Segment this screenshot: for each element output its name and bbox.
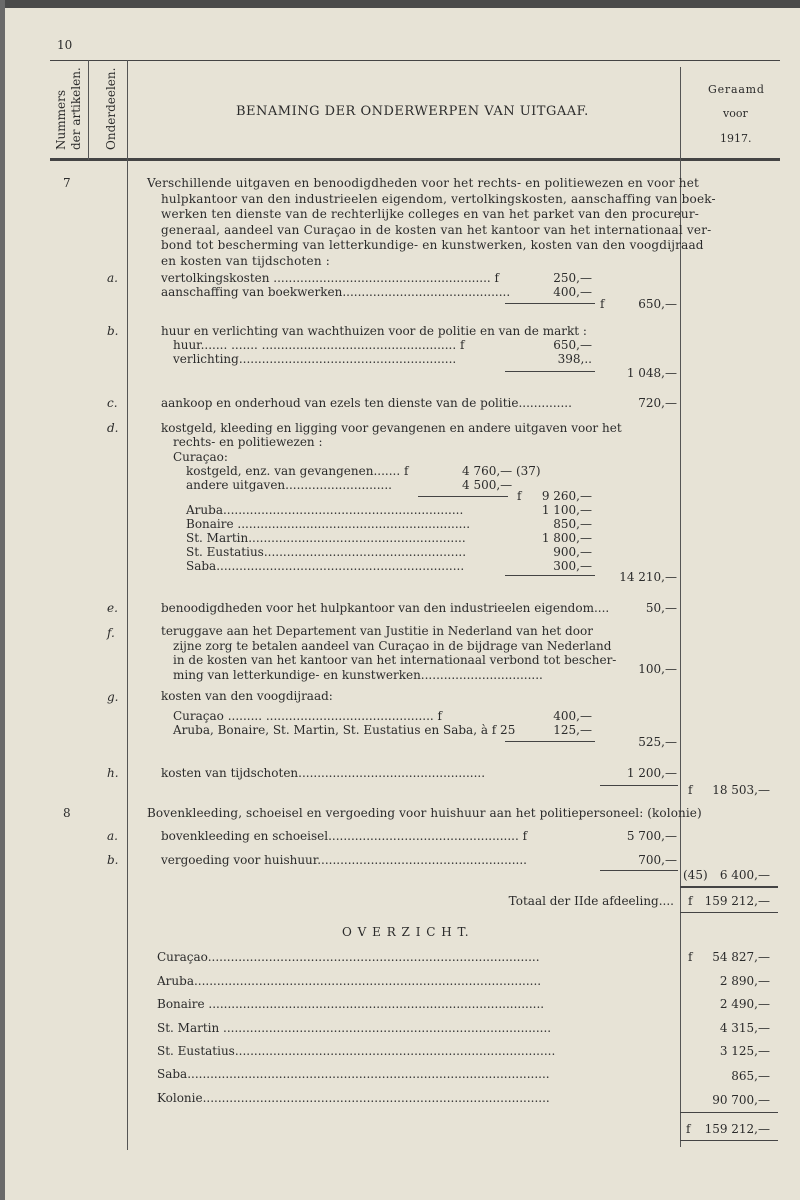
col-articles-label-1: Nummers <box>54 90 68 150</box>
sub-e-total: 50,— <box>645 601 677 615</box>
sub-d-stmartin-val: 1 800,— <box>541 531 592 545</box>
article-8-head: Bovenkleeding, schoeisel en vergoeding voor huishuur aan het politiepersoneel: (kolonie) <box>147 806 702 820</box>
sub-d-curacao-total: 9 260,— <box>541 489 592 503</box>
sub-b-total: 1 048,— <box>626 366 677 380</box>
scan-top-border <box>0 0 800 8</box>
sub-d-total: 14 210,— <box>619 570 677 584</box>
sub-b-letter: b. <box>107 324 119 338</box>
sub-c-total: 720,— <box>638 396 677 410</box>
overview-row-value: 4 315,— <box>719 1021 770 1035</box>
sub-c-text: aankoop en onderhoud van ezels ten dienste van de politie.............. <box>161 396 572 410</box>
sub-b-line2: verlichting......................................................... <box>173 352 457 366</box>
intro-line: bond tot bescherming van letterkundige- en kunstwerken, kosten van den voogdijraad <box>161 238 704 252</box>
sub-g-sum-rule <box>505 741 595 742</box>
section-total-label: Totaal der IIde afdeeling.... <box>508 894 674 908</box>
art8-sub-b-text: vergoeding voor huishuur....................................................... <box>161 853 527 867</box>
sub-e-text: benoodigdheden voor het hulpkantoor van den industrieelen eigendom.... <box>161 601 610 615</box>
sub-a-line2: aanschaffing van boekwerken............................................ <box>161 285 511 299</box>
scan-left-border <box>0 0 5 1200</box>
sub-d-saba: Saba................................................................. <box>186 559 465 573</box>
sub-d-aruba: Aruba............................................................... <box>186 503 464 517</box>
sub-a-letter: a. <box>107 271 118 285</box>
sub-g-line2: Aruba, Bonaire, St. Martin, St. Eustatius en Saba, à f 25 <box>173 723 516 737</box>
sub-d-curacao: Curaçao: <box>173 450 228 464</box>
art8-sub-b-letter: b. <box>107 853 119 867</box>
col-divider-1 <box>88 60 89 160</box>
article-number-8: 8 <box>63 806 71 820</box>
sub-a-val2: 400,— <box>553 285 592 299</box>
sub-a-sum-rule <box>505 303 595 304</box>
col-estimate-label-1: Geraamd <box>708 83 765 96</box>
art8-sub-a-letter: a. <box>107 829 118 843</box>
sub-d-saba-val: 300,— <box>553 559 592 573</box>
overview-row-label: Bonaire ........................................................................................ <box>157 997 545 1011</box>
sub-b-val2: 398,.. <box>557 352 592 366</box>
article-7-total: 18 503,— <box>712 783 770 797</box>
intro-line: hulpkantoor van den industrieelen eigendom, vertolkingskosten, aanschaffing van boek- <box>161 191 716 206</box>
sub-d-andere-val: 4 500,— <box>462 478 513 492</box>
overview-row-label: Curaçao....................................................................................... <box>157 950 540 964</box>
intro-line: Verschillende uitgaven en benoodigdheden voor het rechts- en politiewezen en voor het <box>147 176 700 190</box>
article-7-f: f <box>688 783 693 797</box>
col-articles-label-2: der artikelen. <box>69 67 83 150</box>
overview-row-label: Kolonie........................................................................................... <box>157 1091 550 1105</box>
section-sum-rule <box>680 886 778 888</box>
page-number: 10 <box>57 38 73 52</box>
overview-total-rule <box>680 1140 778 1141</box>
sub-b-line1: huur....... ....... ................................................... f <box>173 338 465 352</box>
sub-b-head: huur en verlichting van wachthuizen voor de politie en van de markt : <box>161 324 587 338</box>
sub-a-f: f <box>600 297 605 311</box>
overview-sum-rule <box>680 1112 778 1113</box>
art8-sub-a-total: 5 700,— <box>626 829 677 843</box>
sub-d-steust-val: 900,— <box>553 545 592 559</box>
sub-g-total: 525,— <box>638 735 677 749</box>
sub-d-steust: St. Eustatius..................................................... <box>186 545 467 559</box>
overview-row-f: f <box>688 950 693 964</box>
sub-d-bonaire: Bonaire ............................................................. <box>186 517 471 531</box>
sub-d-bonaire-val: 850,— <box>553 517 592 531</box>
intro-line: werken ten dienste van de rechterlijke colleges en van het parket van den procureur- <box>161 207 700 221</box>
sub-d-head1: kostgeld, kleeding en ligging voor gevangenen en andere uitgaven voor het <box>161 421 622 435</box>
sub-c-letter: c. <box>107 396 118 410</box>
overview-total: 159 212,— <box>704 1122 770 1136</box>
sub-b-val1: 650,— <box>553 338 592 352</box>
sub-g-val2: 125,— <box>553 723 592 737</box>
overview-row-label: St. Martin ...................................................................................... <box>157 1021 552 1035</box>
sub-d-head2: rechts- en politiewezen : <box>173 435 323 449</box>
sub-g-val1: 400,— <box>553 709 592 723</box>
sub-f-line: ming van letterkundige- en kunstwerken................................ <box>173 667 543 682</box>
sub-d-andere: andere uitgaven............................ <box>186 478 392 492</box>
section-total-value: 159 212,— <box>704 894 770 908</box>
overview-row-value: 90 700,— <box>712 1093 770 1107</box>
col-estimate-label-3: 1917. <box>720 132 752 145</box>
sub-b-sum-rule <box>505 371 595 372</box>
header-top-rule <box>50 60 780 61</box>
intro-line: en kosten van tijdschoten : <box>161 253 331 268</box>
sub-d-kost-val: 4 760,— (37) <box>462 464 541 478</box>
sub-f-letter: f. <box>107 626 115 640</box>
intro-line: generaal, aandeel van Curaçao in de kosten van het kantoor van het internationaal ver- <box>161 222 712 237</box>
sub-f-line: teruggave aan het Departement van Justitie in Nederland van het door <box>161 624 593 638</box>
art8-sub-b-total: 700,— <box>638 853 677 867</box>
col-estimate-label-2: voor <box>723 107 748 120</box>
sub-d-letter: d. <box>107 421 119 435</box>
article-8-total: 6 400,— <box>719 868 770 882</box>
sub-e-letter: e. <box>107 601 118 615</box>
overview-row-value: 865,— <box>731 1069 770 1083</box>
overview-row-label: Saba............................................................................................... <box>157 1067 550 1081</box>
sub-g-head: kosten van den voogdijraad: <box>161 689 333 703</box>
overview-total-f: f <box>686 1122 691 1136</box>
sub-f-line: in de kosten van het kantoor van het internationaal verbond tot bescher- <box>173 653 617 667</box>
col-divider-2 <box>127 60 128 1150</box>
overview-row-value: 2 490,— <box>719 997 770 1011</box>
col-subdivisions-label: Onderdeelen. <box>104 67 118 150</box>
section-total-rule <box>680 912 778 913</box>
sub-g-letter: g. <box>107 690 119 704</box>
col-subject-label: BENAMING DER ONDERWERPEN VAN UITGAAF. <box>236 104 589 119</box>
section-total-f: f <box>688 894 693 908</box>
article-7-sum-rule <box>600 785 678 786</box>
sub-d-stmartin: St. Martin......................................................... <box>186 531 466 545</box>
sub-f-total: 100,— <box>638 662 677 676</box>
overview-row-label: St. Eustatius.................................................................................... <box>157 1044 556 1058</box>
sub-d-aruba-val: 1 100,— <box>541 503 592 517</box>
overview-row-value: 3 125,— <box>719 1044 770 1058</box>
header-bottom-rule <box>50 158 780 161</box>
sub-d-curacao-rule <box>418 496 508 497</box>
sub-a-total: 650,— <box>638 297 677 311</box>
sub-a-val1: 250,— <box>553 271 592 285</box>
overview-row-label: Aruba........................................................................................... <box>157 974 542 988</box>
sub-d-kost: kostgeld, enz. van gevangenen....... f <box>186 464 409 478</box>
sub-f-line: zijne zorg te betalen aandeel van Curaçao in de bijdrage van Nederland <box>173 638 612 653</box>
article-8-sum-rule <box>600 870 678 871</box>
overview-row-value: 54 827,— <box>712 950 770 964</box>
article-7-intro <box>147 176 716 269</box>
overview-title: O V E R Z I C H T. <box>342 925 470 939</box>
sub-a-line1: vertolkingskosten ......................................................... f <box>161 271 499 285</box>
sub-h-letter: h. <box>107 766 119 780</box>
art8-sub-a-text: bovenkleeding en schoeisel.................................................. f <box>161 829 528 843</box>
article-number-7: 7 <box>63 176 71 190</box>
sub-h-total: 1 200,— <box>626 766 677 780</box>
sub-g-line1: Curaçao ......... ............................................ f <box>173 709 442 723</box>
sub-d-sum-rule <box>505 575 595 576</box>
overview-row-value: 2 890,— <box>719 974 770 988</box>
sub-d-curacao-f: f <box>517 489 522 503</box>
sub-f-text <box>161 624 616 682</box>
sub-h-text: kosten van tijdschoten................................................. <box>161 766 486 780</box>
article-8-note: (45) <box>683 868 708 882</box>
